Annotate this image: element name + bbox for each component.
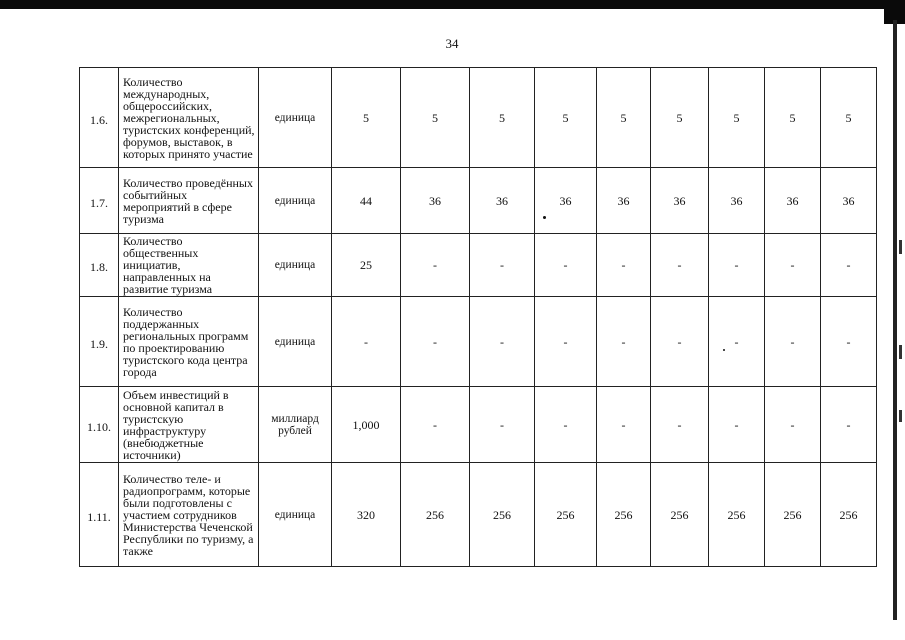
table-row <box>80 168 877 234</box>
value-cell: 256 <box>401 463 470 567</box>
indicators-table <box>79 67 877 567</box>
scan-edge-mark <box>899 345 902 359</box>
value-cell: 36 <box>597 168 651 234</box>
value-cell: - <box>535 387 597 463</box>
value-cell: - <box>470 387 535 463</box>
value-cell: 256 <box>535 463 597 567</box>
indicator-name: Количество общественных инициатив, направленных на развитие туризма <box>119 234 259 297</box>
value-cell: - <box>821 297 877 387</box>
value-cell: 36 <box>470 168 535 234</box>
value-cell: - <box>709 297 765 387</box>
value-cell: - <box>709 387 765 463</box>
indicator-name: Количество теле- и радиопрограмм, которые были подготовлены с участием сотрудников Министерства Чеченской Республики по туризму, а также <box>119 463 259 567</box>
value-cell: - <box>651 297 709 387</box>
value-cell: 36 <box>535 168 597 234</box>
indicator-name: Количество проведённых событийных мероприятий в сфере туризма <box>119 168 259 234</box>
value-cell: 5 <box>597 68 651 168</box>
value-cell: 5 <box>401 68 470 168</box>
table-row <box>80 234 877 297</box>
row-number: 1.8. <box>80 234 119 297</box>
value-cell: - <box>709 234 765 297</box>
value-cell: 44 <box>332 168 401 234</box>
value-cell: - <box>332 297 401 387</box>
value-cell: 36 <box>401 168 470 234</box>
value-cell: 5 <box>651 68 709 168</box>
indicator-name: Количество международных, общероссийских, межрегиональных, туристских конференций, форумов, выставок, в которых принято участие <box>119 68 259 168</box>
value-cell: - <box>765 297 821 387</box>
value-cell: - <box>597 234 651 297</box>
value-cell: 256 <box>597 463 651 567</box>
value-cell: - <box>535 297 597 387</box>
unit-of-measure: единица <box>259 463 332 567</box>
value-cell: 36 <box>709 168 765 234</box>
table-row <box>80 387 877 463</box>
value-cell: - <box>535 234 597 297</box>
value-cell: - <box>821 234 877 297</box>
value-cell: 1,000 <box>332 387 401 463</box>
value-cell: 5 <box>332 68 401 168</box>
value-cell: 256 <box>709 463 765 567</box>
scan-speck <box>723 349 725 351</box>
value-cell: - <box>765 234 821 297</box>
unit-of-measure: единица <box>259 68 332 168</box>
unit-of-measure: миллиард рублей <box>259 387 332 463</box>
value-cell: 256 <box>651 463 709 567</box>
value-cell: 5 <box>709 68 765 168</box>
table-row <box>80 463 877 567</box>
row-number: 1.9. <box>80 297 119 387</box>
value-cell: 5 <box>765 68 821 168</box>
value-cell: - <box>401 387 470 463</box>
page-number: 34 <box>445 36 459 51</box>
scan-top-border <box>0 0 905 9</box>
scan-right-border <box>893 20 897 620</box>
value-cell: - <box>401 297 470 387</box>
value-cell: - <box>821 387 877 463</box>
value-cell: 256 <box>821 463 877 567</box>
table-row <box>80 297 877 387</box>
value-cell: 320 <box>332 463 401 567</box>
unit-of-measure: единица <box>259 168 332 234</box>
value-cell: 36 <box>765 168 821 234</box>
row-number: 1.10. <box>80 387 119 463</box>
value-cell: - <box>401 234 470 297</box>
row-number: 1.6. <box>80 68 119 168</box>
value-cell: - <box>470 297 535 387</box>
scan-edge-mark <box>899 410 902 422</box>
value-cell: 36 <box>821 168 877 234</box>
value-cell: 25 <box>332 234 401 297</box>
value-cell: - <box>651 387 709 463</box>
unit-of-measure: единица <box>259 297 332 387</box>
value-cell: 5 <box>821 68 877 168</box>
value-cell: - <box>597 387 651 463</box>
value-cell: - <box>651 234 709 297</box>
value-cell: 256 <box>765 463 821 567</box>
indicator-name: Количество поддержанных региональных программ по проектированию туристского кода центра города <box>119 297 259 387</box>
value-cell: 5 <box>470 68 535 168</box>
table-row <box>80 68 877 168</box>
scan-edge-mark <box>899 240 902 254</box>
unit-of-measure: единица <box>259 234 332 297</box>
scan-speck <box>543 216 546 219</box>
row-number: 1.7. <box>80 168 119 234</box>
indicator-name: Объем инвестиций в основной капитал в туристскую инфраструктуру (внебюджетные источники) <box>119 387 259 463</box>
value-cell: 36 <box>651 168 709 234</box>
row-number: 1.11. <box>80 463 119 567</box>
value-cell: 5 <box>535 68 597 168</box>
value-cell: - <box>597 297 651 387</box>
value-cell: - <box>470 234 535 297</box>
value-cell: 256 <box>470 463 535 567</box>
value-cell: - <box>765 387 821 463</box>
